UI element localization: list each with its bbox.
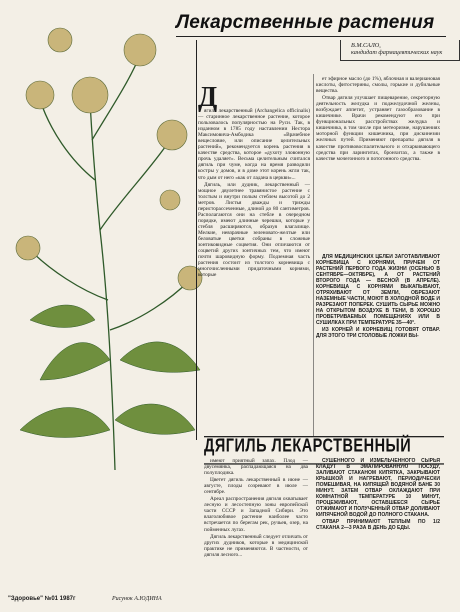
article-headline: ДЯГИЛЬ ЛЕКАРСТВЕННЫЙ [204, 436, 444, 465]
article-column-5-caps [316, 458, 440, 593]
paragraph: Ареал распространения дягиля охватывает лесную и лесостепную зоны европейской части СССР и Западной Сибири. Это влаголюбивое растение наиболее часто встречается по берегам рек, ручьев, озер, на пойменных лугах. [204, 496, 308, 533]
paragraph: имеют приятный запах. Плод — двусемянка, распадающаяся на два полуплодика. [204, 458, 308, 477]
paragraph: ягиль лекарственный (Archangelica officinalis) — старинное лекарственное растение, которое пользовалось популярностью на Руси. Так, в изданном в 1785 году наставлении Нестора Максимовича-Амбодика «Врачебное вещесловие, или описание целительных растений», рекомендуется корень растения в качестве средства, которое «духоту зловонную прочь удаляет». Весьма целительным считался дягиль при чуме, когда на время разводили костры у домов, и в доме этот корень жгли так, что дым от него «как от ладана в церкви»... [198, 108, 310, 181]
paragraph: ет эфирное масло (до 1%), яблочная и валериановая кислоты, фитостерины, смолы, горькие и дубильные вещества. [316, 76, 440, 95]
paragraph: Дягиль лекарственный следует отличать от других дудников, которые в медицинской практике не применяются. В частности, от дягиля лесного... [204, 533, 308, 558]
dropcap-letter: Д [198, 82, 218, 113]
paragraph: Отвар дягиля улучшает пищеварение, секреторную деятельность желудка и поджелудочной железы, возбуждает аппетит, устраняет газообразование в кишечнике. Врачи рекомендуют его при функциональных расстройствах желудка и кишечника, в том числе при метеоризме, нарушениях моторной функции кишечника, при дискинезии желчных путей. Применяют препараты дягиля в качестве противовоспалительного и отхаркивающего средства при ларингитах, бронхитах, а также в качестве мочегонного и потогонного средства. [316, 95, 440, 162]
article-column-4 [204, 458, 308, 593]
article-column-3-caps [316, 254, 440, 434]
paragraph: ДЛЯ МЕДИЦИНСКИХ ЦЕЛЕЙ ЗАГОТАВЛИВАЮТ КОРНЕВИЩА С КОРНЯМИ, ПРИЧЕМ ОТ РАСТЕНИЙ ПЕРВОГО ГОДА ЖИЗНИ (ОСЕНЬЮ В СЕНТЯБРЕ—ОКТЯБРЕ), А ОТ РАСТЕНИЙ ВТОРОГО ГОДА — ВЕСНОЙ (В АПРЕЛЕ). КОРНЕВИЩА С КОРНЯМИ ВЫКАПЫВАЮТ, ОТРЯХИВАЮТ ОТ ЗЕМЛИ, ОБРЕЗАЮТ НАЗЕМНЫЕ ЧАСТИ, МОЮТ В ХОЛОДНОЙ ВОДЕ И РАЗРЕЗАЮТ ПОПЕРЕК. СУШИТЬ СЫРЬЕ МОЖНО НА ОТКРЫТОМ ВОЗДУХЕ В ТЕНИ, В ХОРОШО ПРОВЕТРИВАЕМЫХ ПОМЕЩЕНИЯХ ИЛИ В СУШИЛКАХ ПРИ ТЕМПЕРАТУРЕ 35—40°. [316, 254, 440, 326]
paragraph: СУШЕННОГО И ИЗМЕЛЬЧЕННОГО СЫРЬЯ КЛАДУТ В ЭМАЛИРОВАННУЮ ПОСУДУ, ЗАЛИВАЮТ СТАКАНОМ КИПЯТКА, ЗАКРЫВАЮТ КРЫШКОЙ И НАГРЕВАЮТ, ПЕРИОДИЧЕСКИ ПОМЕШИВАЯ, НА КИПЯЩЕЙ ВОДЯНОЙ БАНЕ 30 МИНУТ. ЗАТЕМ ОТВАР ОХЛАЖДАЮТ ПРИ КОМНАТНОЙ ТЕМПЕРАТУРЕ 10 МИНУТ, ПРОЦЕЖИВАЮТ, ОСТАВШЕЕСЯ СЫРЬЕ ОТЖИМАЮТ И ПОЛУЧЕННЫЙ ОТВАР ДОЛИВАЮТ КИПЯЧЕНОЙ ВОДОЙ ДО ПОЛНОГО СТАКАНА. [316, 458, 440, 518]
magazine-issue: "Здоровье" №01 1987г [8, 596, 76, 602]
illustration-credit: Рисунок А.ЮДИНА [112, 596, 162, 602]
paragraph: Дягиль, или дудник, лекарственный — мощное двулетнее травянистое растение с толстым и внутри полым стеблем высотой до 2 метров. Листья дважды и трижды перисторассеченные, длиной до 80 сантиметров. Располагаются они на стебле в очередном порядке, имеют длинные черешки, которые у стебля расширяются, образуя влагалище. Мелкие, невзрачные зеленовато-желтые или беловатые цветки собраны в сложные зонтиковидные соцветия. Они отличаются от соцветий других зонтичных тем, что имеют почти шаровидную форму. Подземная часть растения состоит из толстого корневища с многочисленными придаточными корнями, которые [198, 181, 310, 279]
paragraph: Цветет дягиль лекарственный в июне — августе, плоды созревают в июле — сентябре. [204, 477, 308, 496]
divider-line [196, 40, 197, 440]
article-column-1 [198, 108, 310, 443]
author-name: В.М.САЛО, [351, 42, 381, 49]
article-column-2 [316, 76, 440, 246]
paragraph: ИЗ КОРНЕЙ И КОРНЕВИЩ ГОТОВЯТ ОТВАР. ДЛЯ ЭТОГО ТРИ СТОЛОВЫЕ ЛОЖКИ ВЫ- [316, 327, 440, 339]
paragraph: ОТВАР ПРИНИМАЮТ ТЕПЛЫМ ПО 1/2 СТАКАНА 2—3 РАЗА В ДЕНЬ ДО ЕДЫ. [316, 519, 440, 531]
author-box [340, 40, 460, 61]
plant-illustration [0, 0, 210, 470]
author-credentials: кандидат фармацевтических наук [351, 49, 443, 57]
divider-line [313, 74, 314, 436]
section-title: Лекарственные растения [176, 12, 446, 37]
